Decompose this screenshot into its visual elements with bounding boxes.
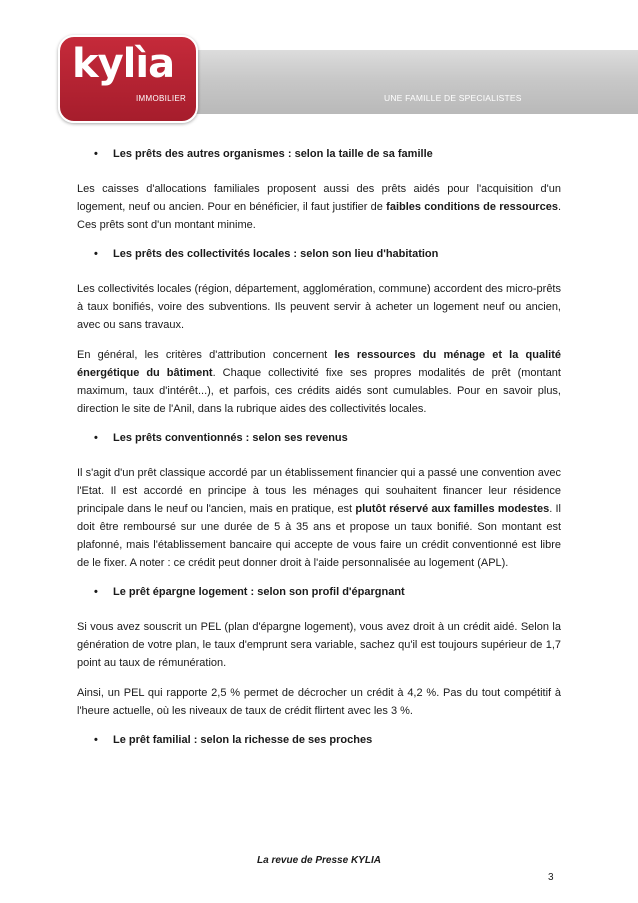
bullet-icon: • [94, 148, 98, 160]
emphasis-text: les ressources du ménage et la qualité énergétique du bâtiment [77, 349, 561, 379]
paragraph [77, 346, 561, 418]
paragraph [77, 684, 561, 720]
section-heading-bullet [77, 732, 561, 748]
paragraph-text: Les caisses d'allocations familiales proposent aussi des prêts aidés pour l'acquisition d'un logement, neuf ou ancien. Pour en bénéficier, il faut justifier de [77, 183, 561, 213]
section-heading: Le prêt épargne logement : selon son profil d'épargnant [113, 586, 405, 598]
section-heading-bullet [77, 146, 561, 162]
paragraph-text: Ainsi, un PEL qui rapporte 2,5 % permet de décrocher un crédit à 4,2 %. Pas du tout compétitif à l'heure actuelle, où les niveaux de taux de crédit flirtent avec les 3 %. [77, 687, 561, 717]
paragraph [77, 180, 561, 234]
bullet-icon: • [94, 432, 98, 444]
page-number: 3 [548, 872, 554, 883]
kylia-logo [58, 35, 198, 123]
paragraph [77, 618, 561, 672]
footer-title: La revue de Presse KYLIA [257, 855, 381, 866]
header-banner [0, 0, 638, 132]
bullet-icon: • [94, 248, 98, 260]
section-heading: Les prêts des collectivités locales : selon son lieu d'habitation [113, 248, 439, 260]
paragraph [77, 280, 561, 334]
logo-subtext: IMMOBILIER [136, 94, 187, 103]
paragraph-text: Il s'agit d'un prêt classique accordé par un établissement financier qui a passé une convention avec l'Etat. Il est accordé en principe à tous les ménages qui souhaitent financer leur résidence principale dans le neuf ou l'ancien, mais en pratique, est [77, 467, 561, 515]
emphasis-text: faibles conditions de ressources [386, 201, 558, 213]
bullet-icon: • [94, 586, 98, 598]
paragraph-text: Si vous avez souscrit un PEL (plan d'épargne logement), vous avez droit à un crédit aidé. Selon la génération de votre plan, le taux d'emprunt sera variable, sachez qu'il est toujours supérieur de 1,7 point au taux de rémunération. [77, 621, 561, 669]
section-heading-bullet [77, 430, 561, 446]
paragraph [77, 464, 561, 572]
paragraph-text: . Ces prêts sont d'un montant minime. [77, 201, 561, 231]
bullet-icon: • [94, 734, 98, 746]
section-heading: Le prêt familial : selon la richesse de ses proches [113, 734, 373, 746]
section-heading: Les prêts des autres organismes : selon la taille de sa famille [113, 148, 433, 160]
paragraph-text: En général, les critères d'attribution concernent [77, 349, 335, 361]
section-heading: Les prêts conventionnés : selon ses revenus [113, 432, 348, 444]
section-heading-bullet [77, 584, 561, 600]
document-body [77, 146, 561, 766]
paragraph-text: . Chaque collectivité fixe ses propres modalités de prêt (montant maximum, taux d'intérêt...), et parfois, ces crédits aidés sont cumulables. Pour en savoir plus, direction le site de l'Anil, dans la rubrique aides des collectivités locales. [77, 367, 561, 415]
logo-wordmark: kylìa [72, 41, 175, 87]
paragraph-text: Les collectivités locales (région, département, agglomération, commune) accordent des micro-prêts à taux bonifiés, voire des subventions. Ils peuvent servir à acheter un logement neuf ou ancien, avec ou sans travaux. [77, 283, 561, 331]
banner-tagline: UNE FAMILLE DE SPECIALISTES [384, 93, 522, 103]
section-heading-bullet [77, 246, 561, 262]
paragraph-text: . Il doit être remboursé sur une durée de 5 à 35 ans et propose un taux bonifié. Son montant est plafonné, mais l'établissement bancaire qui accepte de vous faire un crédit conventionné est libre de le fixer. A noter : ce crédit peut donner droit à l'aide personnalisée au logement (APL). [77, 503, 561, 569]
emphasis-text: plutôt réservé aux familles modestes [355, 503, 550, 515]
